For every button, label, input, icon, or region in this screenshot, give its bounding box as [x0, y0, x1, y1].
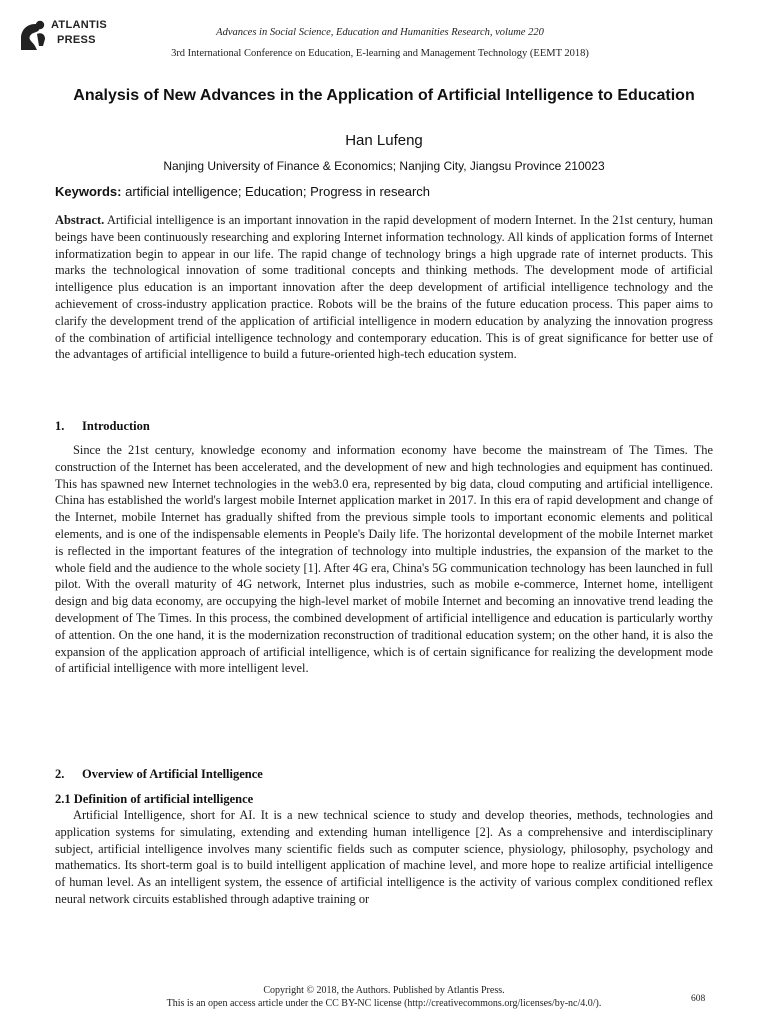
section-number: 1.: [55, 419, 65, 433]
publisher-name-line2: PRESS: [57, 34, 96, 46]
definition-paragraph: Artificial Intelligence, short for AI. It is a new technical science to study and develop theories, methods, technologies and application systems for simulating, extending and extending human intelligence [2]. As a comprehensive and interdisciplinary subject, artificial intelligence involves many scientific fields such as computer science, physiology, philosophy, psychology and mathematics. Its short-term goal is to build intelligent application of machine level, and more hope to realize artificial intelligence of human level. As an intelligent system, the essence of artificial intelligence is the activity of various complex conditioned reflex neural network circuits established through adaptive training or: [55, 808, 713, 906]
introduction-paragraph: Since the 21st century, knowledge economy and information economy have become the mainstream of The Times. The construction of the Internet has been accelerated, and the development of new and high technologies and equipment has continued. This has spawned new Internet technologies in the web3.0 era, represented by big data, cloud computing and artificial intelligence. China has established the world's largest mobile Internet application market in 2017. In this era of rapid development and change of the Internet, mobile Internet has gradually shifted from the previous simple tools to important economic elements and political elements, and is one of the indispensable elements in People's Daily life. The horizontal development of the mobile Internet market is reflected in the important features of the integration of technology into multiple industries, the expansion of the market to the whole field and the audience to the whole society [1]. After 4G era, China's 5G communication technology has been launched in full pilot. With the overall maturity of 4G network, Internet plus industries, such as mobile e-commerce, Internet home, intelligent design and big data economy, are occupying the high-level market of mobile Internet and becoming an innovative trend leading the development of The Times. In this process, the combined development of artificial intelligence and education is particularly worthy of attention. On the one hand, it is the modernization reconstruction of traditional education system; on the other hand, it is also the expansion of the application approach of artificial intelligence, which is of certain significance for realizing the development mode of artificial intelligence with more intelligent level.: [55, 443, 713, 676]
section-heading-overview: [55, 767, 263, 782]
section-number: 2.: [55, 767, 65, 781]
publisher-logo: [15, 16, 125, 58]
abstract-text: Artificial intelligence is an important innovation in the rapid development of modern Internet. In the 21st century, human beings have been continuously researching and exploring Internet information technology. All kinds of application forms of Internet informatization begin to appear in our life. The rapid change of technology brings a high upgrade rate of internet products. This marks the technological innovation of some traditional concepts and thinking methods. The development mode of artificial intelligence plus education is an important innovation after the deep development of artificial intelligence technology and the achievement of cross-industry application practice. Robots will be the brains of the future education process. This paper aims to clarify the development trend of the application of artificial intelligence in modern education by analyzing the innovation progress of the combination of artificial intelligence technology and contemporary education. This is of great significance for better use of the advantages of artificial intelligence to build a future-oriented high-tech education system.: [55, 213, 713, 362]
abstract-label: Abstract.: [55, 213, 105, 227]
section-title: Introduction: [82, 419, 150, 433]
journal-header: Advances in Social Science, Education and Humanities Research, volume 220: [216, 27, 544, 38]
conference-header: 3rd International Conference on Education, E-learning and Management Technology (EEMT 2018): [171, 48, 589, 59]
page-number: 608: [691, 994, 706, 1004]
author-affiliation: Nanjing University of Finance & Economics; Nanjing City, Jiangsu Province 210023: [163, 159, 605, 173]
abstract: [55, 212, 713, 363]
keywords-list: artificial intelligence; Education; Progress in research: [125, 184, 431, 199]
subsection-heading-definition: 2.1 Definition of artificial intelligence: [55, 792, 254, 806]
section-heading-introduction: [55, 419, 150, 434]
keywords-label: Keywords:: [55, 184, 122, 199]
keywords: [55, 184, 430, 199]
publisher-name-line1: ATLANTIS: [51, 19, 107, 31]
thinker-icon: [15, 16, 55, 56]
copyright-notice: Copyright © 2018, the Authors. Published by Atlantis Press.: [263, 985, 505, 996]
license-notice: This is an open access article under the CC BY-NC license (http://creativecommons.org/licenses/by-nc/4.0/).: [166, 998, 602, 1009]
section-title: Overview of Artificial Intelligence: [82, 767, 263, 781]
paper-title: Analysis of New Advances in the Application of Artificial Intelligence to Education: [73, 87, 695, 104]
author-name: Han Lufeng: [345, 132, 423, 149]
